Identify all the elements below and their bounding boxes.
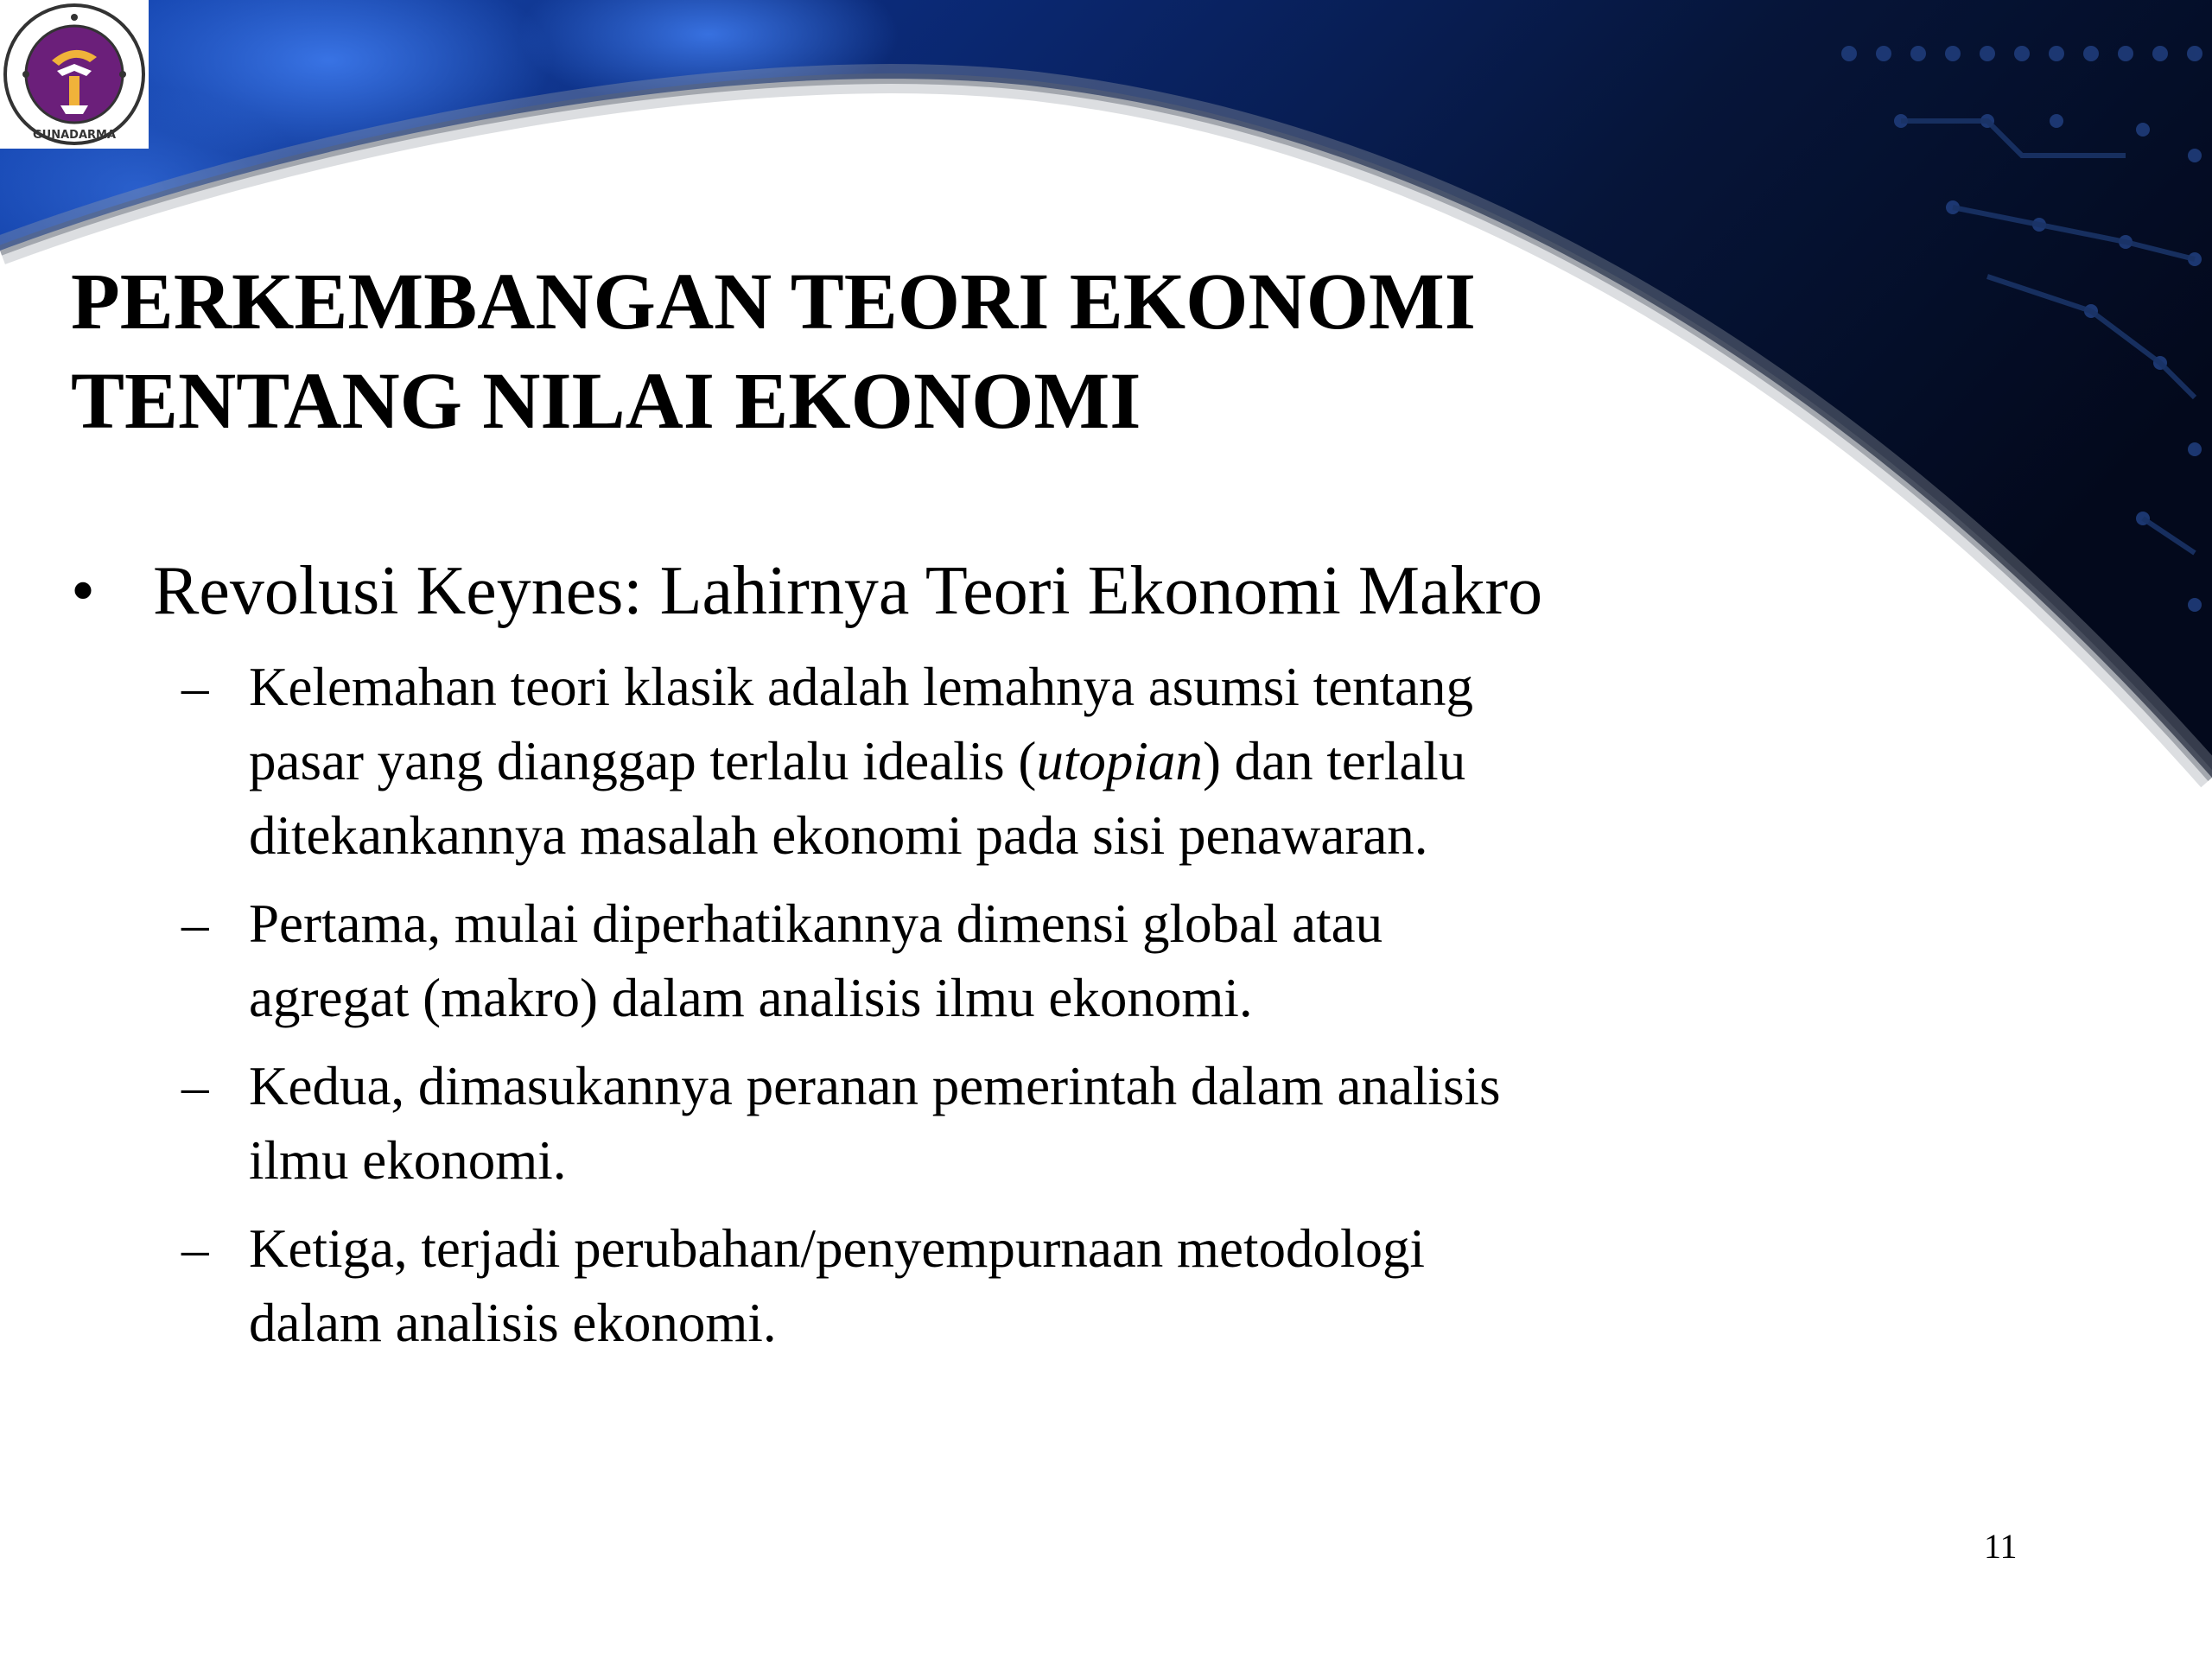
page-number: 11 (1984, 1527, 2018, 1566)
italic-term: utopian (1036, 731, 1203, 791)
sub-bullet-line: ditekankannya masalah ekonomi pada sisi penawaran. (249, 805, 1428, 866)
sub-bullet-line: ilmu ekonomi. (249, 1130, 567, 1191)
slide-title-line-2: TENTANG NILAI EKONOMI (71, 357, 1141, 446)
sub-bullet-line: agregat (makro) dalam analisis ilmu ekonomi. (249, 968, 1253, 1028)
sub-bullet-line (249, 724, 1770, 798)
svg-text:GUNADARMA: GUNADARMA (32, 129, 117, 142)
sub-bullet-line: Pertama, mulai diperhatikannya dimensi global atau (249, 893, 1383, 954)
main-bullet-text: Revolusi Keynes: Lahirnya Teori Ekonomi Makro (153, 553, 1543, 629)
sub-bullet-line: Kedua, dimasukannya peranan pemerintah dalam analisis (249, 1056, 1501, 1116)
sub-bullet-text (249, 1049, 1770, 1198)
university-logo (0, 0, 149, 149)
sub-bullet-text (249, 650, 1770, 873)
sub-bullet-line: Ketiga, terjadi perubahan/penyempurnaan metodologi (249, 1218, 1426, 1279)
dash-marker: – (181, 893, 209, 954)
slide-title (71, 252, 1678, 451)
dash-marker: – (181, 1056, 209, 1116)
text-run: pasar yang dianggap terlalu idealis ( (249, 731, 1037, 791)
sub-bullet-line: Kelemahan teori klasik adalah lemahnya asumsi tentang (249, 657, 1474, 717)
sub-bullet-text (249, 1211, 1770, 1360)
bullet-marker: • (71, 553, 96, 629)
slide-title-line-1: PERKEMBANGAN TEORI EKONOMI (71, 257, 1476, 346)
text-run: ) dan terlalu (1202, 731, 1466, 791)
dash-marker: – (181, 1218, 209, 1279)
dash-marker: – (181, 657, 209, 717)
sub-bullet-text (249, 887, 1770, 1035)
university-seal-icon (0, 0, 149, 149)
sub-bullet-line: dalam analisis ekonomi. (249, 1293, 777, 1353)
